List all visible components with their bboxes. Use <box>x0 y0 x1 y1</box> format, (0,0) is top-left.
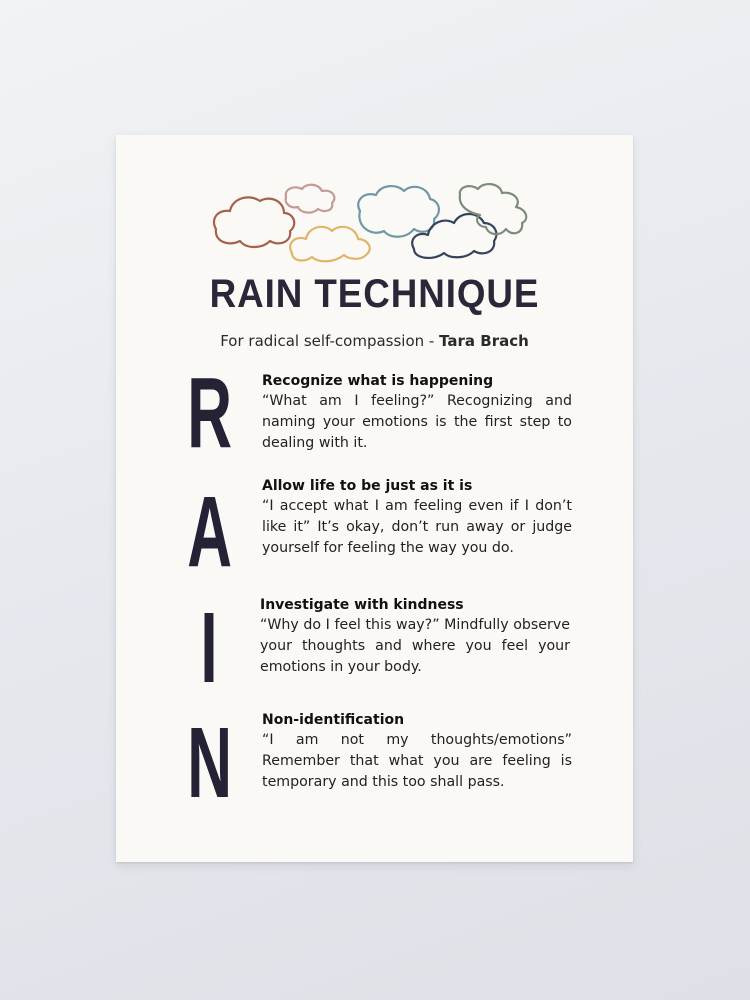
step-title: Non-identification <box>262 712 405 728</box>
step-body: “What am I feeling?” Recognizing and naming your emotions is the first step to dealing with it. <box>262 393 572 451</box>
cloud-brown <box>214 197 294 247</box>
step-title: Investigate with kindness <box>260 597 464 613</box>
subtitle-author: Tara Brach <box>439 332 529 350</box>
cloud-blue <box>358 186 439 237</box>
step-body: “Why do I feel this way?” Mindfully observe your thoughts and where you feel your emotions in your body. <box>260 617 570 675</box>
step-allow <box>262 477 572 559</box>
cloud-pink <box>286 185 335 213</box>
step-title: Recognize what is happening <box>262 373 494 389</box>
cloud-navy <box>412 214 496 258</box>
letter-a: A <box>187 476 233 588</box>
step-recognize <box>262 372 572 454</box>
step-non-identification <box>262 711 572 793</box>
step-title: Allow life to be just as it is <box>262 478 473 494</box>
clouds-illustration <box>208 181 540 267</box>
step-body: “I accept what I am feeling even if I don’t like it” It’s okay, don’t run away or judge yourself for feeling the way you do. <box>262 498 572 556</box>
step-body: “I am not my thoughts/emotions” Remember that what you are feeling is temporary and this too shall pass. <box>262 732 572 790</box>
poster <box>116 135 633 862</box>
letter-n: N <box>187 707 233 819</box>
cloud-yellow <box>290 227 370 261</box>
letter-r: R <box>187 357 233 469</box>
poster-subtitle <box>116 332 633 350</box>
step-investigate <box>260 596 570 678</box>
letter-i: I <box>200 592 218 704</box>
subtitle-text: For radical self-compassion - <box>220 332 440 350</box>
poster-title: RAIN TECHNIQUE <box>209 272 540 316</box>
